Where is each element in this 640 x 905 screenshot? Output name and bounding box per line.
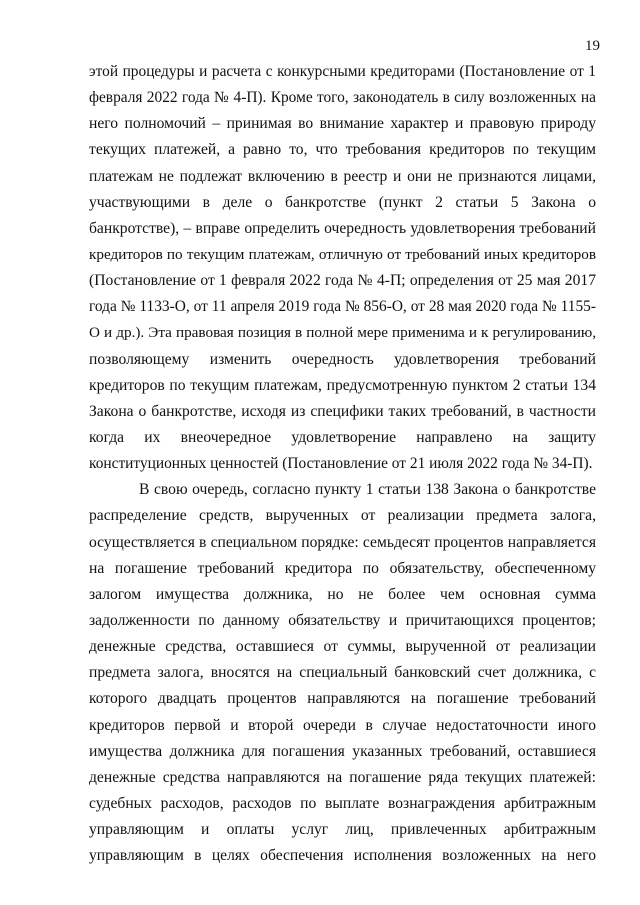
- text-line: О и др.). Эта правовая позиция в полной мере применима и к регулированию,: [89, 324, 596, 342]
- text-line: банкротстве), – вправе определить очередность удовлетворения требований: [89, 219, 596, 237]
- text-line: текущих платежей, а равно то, что требования кредиторов по текущим: [89, 141, 596, 159]
- text-line: (Постановление от 1 февраля 2022 года № 4-П; определения от 25 мая 2017: [89, 272, 596, 290]
- text-line: денежные средства направляются на погашение ряда текущих платежей:: [89, 768, 596, 786]
- text-line: управляющим в целях обеспечения исполнения возложенных на него: [89, 847, 596, 865]
- paragraph-1: [89, 59, 596, 477]
- text-line: распределение средств, вырученных от реализации предмета залога,: [89, 507, 596, 525]
- text-line: предмета залога, вносятся на специальный банковский счет должника, с: [89, 664, 596, 682]
- text-line: этой процедуры и расчета с конкурсными кредиторами (Постановление от 1: [89, 63, 596, 80]
- text-line: управляющим и оплаты услуг лиц, привлеченных арбитражным: [89, 821, 596, 839]
- text-line: года № 1133-О, от 11 апреля 2019 года № 856-О, от 28 мая 2020 года № 1155-: [89, 298, 596, 316]
- text-line: платежам не подлежат включению в реестр и они не признаются лицами,: [89, 167, 596, 185]
- text-line: февраля 2022 года № 4-П). Кроме того, законодатель в силу возложенных на: [89, 89, 596, 107]
- page-number: 19: [585, 38, 600, 54]
- paragraph-2: [89, 477, 596, 869]
- text-line: участвующими в деле о банкротстве (пункт 2 статьи 5 Закона о: [89, 193, 596, 211]
- text-line: В свою очередь, согласно пункту 1 статьи 138 Закона о банкротстве: [139, 481, 596, 499]
- text-line: судебных расходов, расходов по выплате вознаграждения арбитражным: [89, 794, 596, 812]
- text-line: которого двадцать процентов направляются на погашение требований: [89, 690, 596, 708]
- text-line: кредиторов по текущим платежам, отличную от требований иных кредиторов: [89, 245, 596, 263]
- text-line: осуществляется в специальном порядке: семьдесят процентов направляется: [89, 533, 596, 551]
- text-line: задолженности по данному обязательству и причитающихся процентов;: [89, 611, 596, 629]
- text-line: него полномочий – принимая во внимание характер и правовую природу: [89, 115, 596, 133]
- text-line: денежные средства, оставшиеся от суммы, вырученной от реализации: [89, 638, 596, 656]
- text-line: когда их внеочередное удовлетворение направлено на защиту: [89, 428, 596, 446]
- text-line: кредиторов первой и второй очереди в случае недостаточности иного: [89, 716, 596, 734]
- text-line: конституционных ценностей (Постановление от 21 июля 2022 года № 34-П).: [89, 455, 593, 473]
- body-text: [89, 59, 596, 869]
- text-line: кредиторов по текущим платежам, предусмотренную пунктом 2 статьи 134: [89, 376, 596, 394]
- text-line: Закона о банкротстве, исходя из специфики таких требований, в частности: [89, 402, 596, 420]
- text-line: залогом имущества должника, но не более чем основная сумма: [89, 585, 596, 603]
- text-line: имущества должника для погашения указанных требований, оставшиеся: [89, 742, 596, 760]
- text-line: на погашение требований кредитора по обязательству, обеспеченному: [89, 559, 596, 577]
- text-line: позволяющему изменить очередность удовлетворения требований: [89, 350, 596, 368]
